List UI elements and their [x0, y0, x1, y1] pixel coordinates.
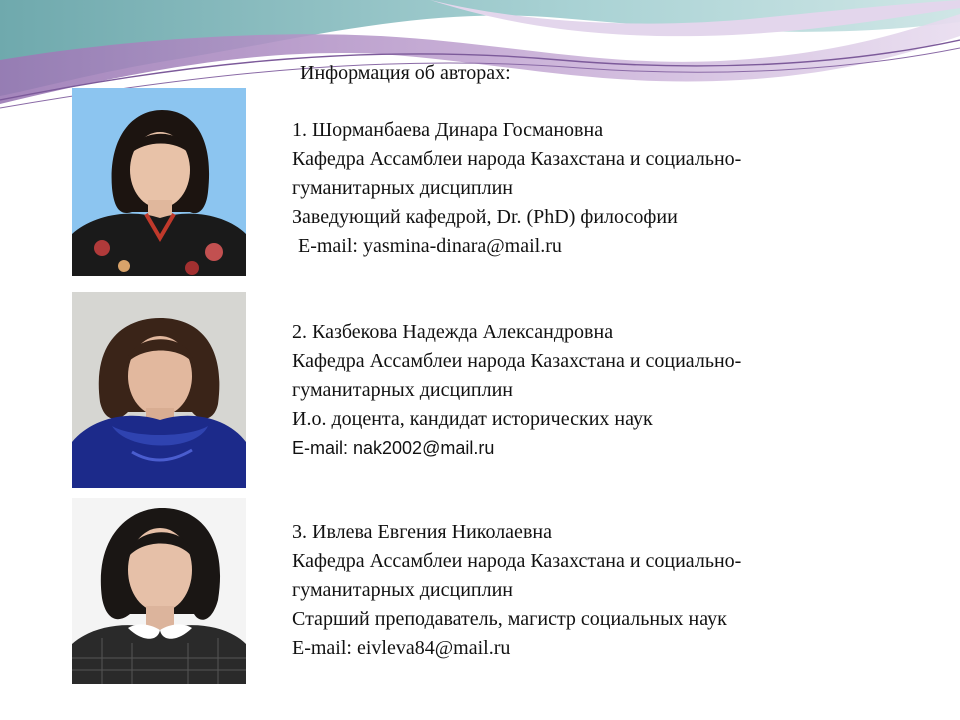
author-2-name: 2. Казбекова Надежда Александровна — [292, 321, 614, 343]
author-2-department-line1: Кафедра Ассамблеи народа Казахстана и социально- — [292, 350, 742, 372]
author-3-photo — [72, 498, 246, 684]
author-3-name: 3. Ивлева Евгения Николаевна — [292, 521, 552, 543]
author-2-position: И.о. доцента, кандидат исторических наук — [292, 408, 653, 430]
author-2-email: E-mail: nak2002@mail.ru — [292, 438, 495, 458]
author-3-department-line1: Кафедра Ассамблеи народа Казахстана и социально- — [292, 550, 742, 572]
author-1-email: E-mail: yasmina-dinara@mail.ru — [298, 235, 562, 257]
author-1-photo — [72, 88, 246, 276]
author-3-department-line2: гуманитарных дисциплин — [292, 579, 513, 601]
author-3-email: E-mail: eivleva84@mail.ru — [292, 637, 511, 659]
author-2-department-line2: гуманитарных дисциплин — [292, 379, 513, 401]
slide-title: Информация об авторах: — [300, 62, 511, 84]
author-1-department-line1: Кафедра Ассамблеи народа Казахстана и социально- — [292, 148, 742, 170]
author-1-department-line2: гуманитарных дисциплин — [292, 177, 513, 199]
author-1-position: Заведующий кафедрой, Dr. (PhD) философии — [292, 206, 678, 228]
author-1-name: 1. Шорманбаева Динара Госмановна — [292, 119, 604, 141]
author-3-info — [292, 518, 741, 663]
author-2-info — [292, 318, 741, 463]
author-2-photo — [72, 292, 246, 488]
author-3-position: Старший преподаватель, магистр социальных наук — [292, 608, 727, 630]
author-1-info — [292, 116, 741, 261]
